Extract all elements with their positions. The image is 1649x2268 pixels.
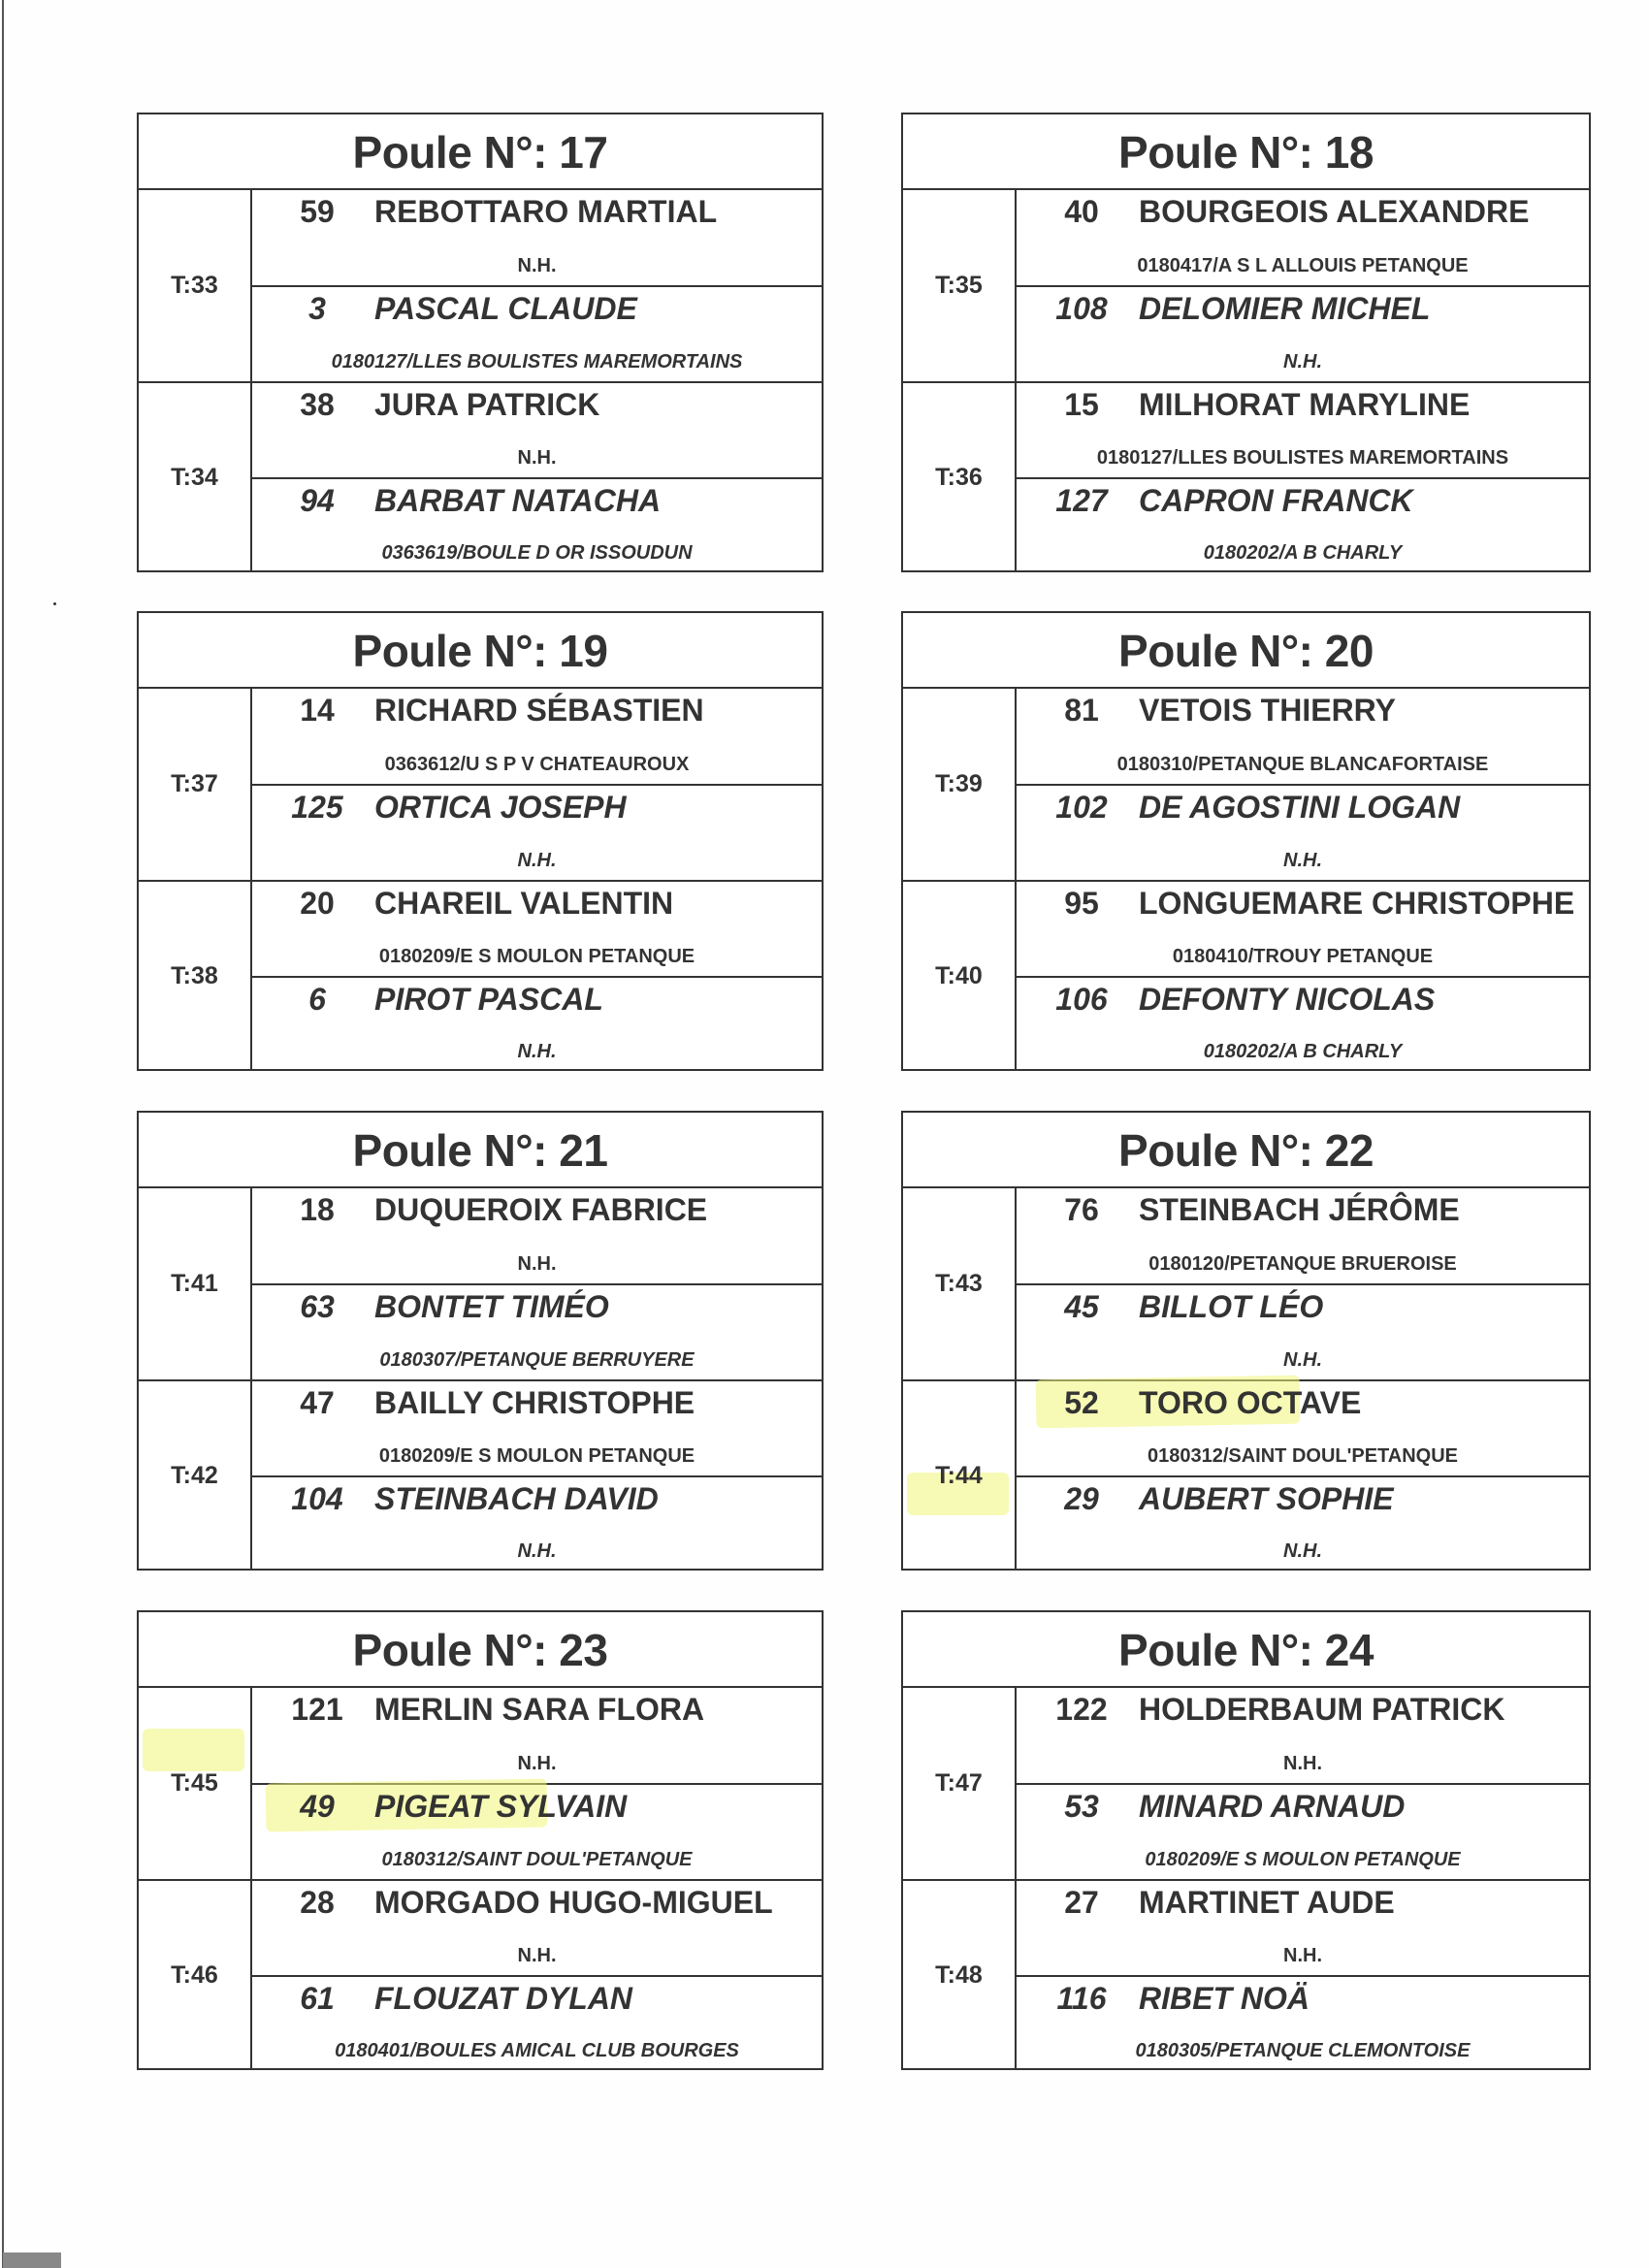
player-row [252, 1688, 822, 1783]
player-name: CAPRON FRANCK [1139, 482, 1413, 518]
table-label-text: T:36 [935, 464, 983, 491]
player-club: 0180401/BOULES AMICAL CLUB BOURGES [335, 2040, 739, 2061]
table-label [139, 882, 252, 1071]
players-list [1017, 1381, 1589, 1571]
player-number: 63 [300, 1288, 335, 1324]
player-name: DEFONTY NICOLAS [1139, 981, 1436, 1017]
player-name: BILLOT LÉO [1139, 1288, 1324, 1324]
player-name: BAILLY CHRISTOPHE [374, 1385, 695, 1420]
player-number: 14 [300, 693, 335, 728]
poule-card-22 [901, 1111, 1591, 1571]
player-number: 108 [1055, 290, 1108, 326]
players-list [1017, 689, 1589, 880]
player-club: N.H. [1283, 850, 1322, 871]
player-number: 106 [1055, 981, 1108, 1017]
player-name: PASCAL CLAUDE [374, 290, 637, 326]
scan-corner-mark [3, 2252, 61, 2268]
player-row [252, 1975, 822, 2071]
table-label [903, 190, 1017, 381]
player-row [252, 383, 822, 477]
poule-card-20 [901, 611, 1591, 1071]
player-number: 38 [300, 387, 335, 422]
player-number: 121 [291, 1692, 343, 1727]
table-label-text: T:42 [171, 1462, 218, 1489]
player-club: N.H. [1283, 1944, 1322, 1966]
player-club: N.H. [1283, 1540, 1322, 1562]
player-name: RIBET NOÄ [1139, 1980, 1310, 2016]
player-row [252, 689, 822, 784]
table-block [903, 1879, 1589, 2070]
table-label [903, 1881, 1017, 2070]
player-number: 45 [1064, 1288, 1099, 1324]
player-name: DUQUEROIX FABRICE [374, 1192, 708, 1227]
table-block [903, 689, 1589, 880]
players-list [1017, 1688, 1589, 1879]
table-label-text: T:45 [171, 1769, 218, 1797]
player-name: LONGUEMARE CHRISTOPHE [1139, 886, 1575, 921]
players-list [1017, 882, 1589, 1071]
player-name: DE AGOSTINI LOGAN [1139, 789, 1461, 825]
player-number: 116 [1056, 1980, 1107, 2016]
players-list [252, 1188, 822, 1379]
table-block [139, 381, 822, 572]
table-label [139, 383, 252, 572]
player-club: N.H. [1283, 1752, 1322, 1774]
player-club: 0180202/A B CHARLY [1203, 1041, 1403, 1062]
table-block [139, 1688, 822, 1879]
table-label [139, 190, 252, 381]
players-list [1017, 190, 1589, 381]
player-row [1017, 190, 1589, 285]
table-label-text: T:41 [171, 1270, 218, 1297]
player-row [1017, 383, 1589, 477]
table-block [139, 1879, 822, 2070]
player-club: N.H. [517, 254, 557, 276]
players-list [252, 383, 822, 572]
player-club: N.H. [517, 850, 557, 871]
table-label [903, 882, 1017, 1071]
player-number: 40 [1064, 194, 1099, 229]
players-list [1017, 1188, 1589, 1379]
player-number: 61 [300, 1980, 335, 2016]
table-label [139, 1381, 252, 1571]
table-label-text: T:39 [935, 770, 983, 797]
table-label [139, 689, 252, 880]
player-name: PIROT PASCAL [374, 981, 603, 1017]
player-row [252, 1188, 822, 1283]
table-label-text: T:35 [935, 272, 983, 299]
poule-card-24 [901, 1610, 1591, 2070]
player-row [252, 1475, 822, 1571]
player-name: MORGADO HUGO-MIGUEL [374, 1885, 773, 1920]
player-club: 0363612/U S P V CHATEAUROUX [384, 753, 690, 775]
table-block [903, 1188, 1589, 1379]
player-club: 0180202/A B CHARLY [1203, 542, 1403, 564]
player-club: 0180127/LLES BOULISTES MAREMORTAINS [1096, 446, 1509, 469]
player-number: 20 [300, 886, 335, 921]
player-number: 28 [300, 1885, 335, 1920]
poule-title: Poule N°: 23 [139, 1612, 822, 1688]
player-number: 6 [308, 981, 326, 1017]
player-row [252, 190, 822, 285]
table-block [139, 190, 822, 381]
player-number: 94 [300, 482, 335, 518]
player-name: JURA PATRICK [374, 387, 600, 422]
poule-title: Poule N°: 24 [903, 1612, 1589, 1688]
player-row [1017, 784, 1589, 881]
poule-card-18 [901, 113, 1591, 572]
player-row [1017, 1783, 1589, 1880]
table-label [903, 1381, 1017, 1571]
player-name: MERLIN SARA FLORA [374, 1692, 705, 1727]
players-list [252, 882, 822, 1071]
table-block [139, 1379, 822, 1571]
poule-title: Poule N°: 18 [903, 114, 1589, 190]
table-label [139, 1688, 252, 1879]
poule-title: Poule N°: 21 [139, 1113, 822, 1188]
player-row [1017, 882, 1589, 976]
table-label [903, 1188, 1017, 1379]
player-club: N.H. [517, 1944, 557, 1966]
player-club: N.H. [1283, 351, 1322, 373]
table-label-text: T:34 [171, 464, 218, 491]
player-row [252, 1783, 822, 1880]
player-row [1017, 1688, 1589, 1783]
player-name: AUBERT SOPHIE [1139, 1480, 1394, 1516]
table-label [903, 689, 1017, 880]
table-label-text: T:33 [171, 272, 218, 299]
player-row [252, 882, 822, 976]
player-row [1017, 1381, 1589, 1475]
table-block [139, 1188, 822, 1379]
player-number: 104 [291, 1480, 343, 1516]
player-name: PIGEAT SYLVAIN [374, 1788, 628, 1824]
player-name: VETOIS THIERRY [1139, 693, 1396, 728]
table-label-text: T:48 [935, 1961, 983, 1989]
player-club: N.H. [517, 446, 557, 469]
poule-card-17 [137, 113, 824, 572]
table-label [903, 1688, 1017, 1879]
player-club: N.H. [517, 1540, 557, 1562]
table-label-text: T:38 [171, 962, 218, 989]
player-club: 0180307/PETANQUE BERRUYERE [379, 1349, 695, 1371]
player-number: 122 [1055, 1692, 1108, 1727]
scan-speck [53, 602, 56, 605]
player-number: 29 [1064, 1480, 1099, 1516]
player-row [1017, 285, 1589, 382]
poule-card-19 [137, 611, 824, 1071]
player-club: 0180312/SAINT DOUL'PETANQUE [1147, 1444, 1459, 1467]
player-number: 59 [300, 194, 335, 229]
player-club: N.H. [1283, 1349, 1322, 1371]
player-name: DELOMIER MICHEL [1139, 290, 1431, 326]
player-name: STEINBACH JÉRÔME [1139, 1192, 1460, 1227]
players-list [252, 1688, 822, 1879]
player-club: 0180312/SAINT DOUL'PETANQUE [381, 1849, 693, 1870]
player-number: 95 [1064, 886, 1099, 921]
table-block [903, 880, 1589, 1071]
player-number: 3 [308, 290, 326, 326]
player-number: 76 [1064, 1192, 1099, 1227]
page-edge [2, 0, 4, 2268]
player-row [252, 1381, 822, 1475]
player-row [252, 477, 822, 573]
player-row [1017, 689, 1589, 784]
player-name: RICHARD SÉBASTIEN [374, 693, 704, 728]
table-label [139, 1881, 252, 2070]
poule-title: Poule N°: 20 [903, 613, 1589, 689]
player-club: 0180410/TROUY PETANQUE [1172, 945, 1434, 967]
table-block [139, 689, 822, 880]
player-number: 125 [291, 789, 343, 825]
player-club: 0180310/PETANQUE BLANCAFORTAISE [1116, 753, 1489, 775]
table-block [903, 1688, 1589, 1879]
player-club: 0180209/E S MOULON PETANQUE [378, 945, 695, 967]
table-label [139, 1188, 252, 1379]
players-list [1017, 383, 1589, 572]
player-row [252, 285, 822, 382]
player-name: ORTICA JOSEPH [374, 789, 627, 825]
player-name: TORO OCTAVE [1139, 1385, 1362, 1420]
player-name: BARBAT NATACHA [374, 482, 662, 518]
player-number: 18 [300, 1192, 335, 1227]
table-block [903, 1379, 1589, 1571]
table-block [139, 880, 822, 1071]
player-club: N.H. [517, 1041, 557, 1062]
player-number: 127 [1055, 482, 1108, 518]
player-club: 0180209/E S MOULON PETANQUE [1145, 1849, 1461, 1870]
player-name: FLOUZAT DYLAN [374, 1980, 633, 2016]
table-block [903, 381, 1589, 572]
player-row [252, 1881, 822, 1975]
player-name: REBOTTARO MARTIAL [374, 194, 718, 229]
player-row [1017, 1283, 1589, 1380]
table-label-text: T:40 [935, 962, 983, 989]
table-label-text: T:37 [171, 770, 218, 797]
player-club: 0180305/PETANQUE CLEMONTOISE [1135, 2040, 1471, 2061]
players-list [252, 689, 822, 880]
poule-title: Poule N°: 17 [139, 114, 822, 190]
player-club: 0180417/A S L ALLOUIS PETANQUE [1137, 254, 1469, 276]
player-name: CHAREIL VALENTIN [374, 886, 674, 921]
player-name: MINARD ARNAUD [1139, 1788, 1406, 1824]
player-club: 0180120/PETANQUE BRUEROISE [1148, 1252, 1457, 1275]
player-club: 0180209/E S MOULON PETANQUE [378, 1444, 695, 1467]
player-number: 53 [1064, 1788, 1099, 1824]
player-number: 81 [1064, 693, 1099, 728]
player-row [252, 976, 822, 1072]
table-block [903, 190, 1589, 381]
player-row [1017, 976, 1589, 1072]
player-number: 52 [1064, 1385, 1099, 1420]
highlight-mark [143, 1729, 244, 1771]
table-label-text: T:46 [171, 1961, 218, 1989]
poule-card-21 [137, 1111, 824, 1571]
player-name: MARTINET AUDE [1139, 1885, 1395, 1920]
poule-card-23 [137, 1610, 824, 2070]
poule-title: Poule N°: 19 [139, 613, 822, 689]
player-number: 49 [300, 1788, 335, 1824]
player-club: 0180127/LLES BOULISTES MAREMORTAINS [331, 351, 743, 373]
player-name: MILHORAT MARYLINE [1139, 387, 1471, 422]
player-name: BONTET TIMÉO [374, 1288, 609, 1324]
player-club: N.H. [517, 1252, 557, 1275]
players-list [252, 1381, 822, 1571]
player-name: BOURGEOIS ALEXANDRE [1139, 194, 1530, 229]
player-club: N.H. [517, 1752, 557, 1774]
player-number: 27 [1064, 1885, 1099, 1920]
player-name: HOLDERBAUM PATRICK [1139, 1692, 1505, 1727]
player-row [1017, 1881, 1589, 1975]
player-name: STEINBACH DAVID [374, 1480, 659, 1516]
player-club: 0363619/BOULE D OR ISSOUDUN [381, 542, 693, 564]
player-number: 15 [1064, 387, 1099, 422]
poule-title: Poule N°: 22 [903, 1113, 1589, 1188]
player-row [1017, 1188, 1589, 1283]
players-list [252, 190, 822, 381]
player-number: 102 [1055, 789, 1108, 825]
table-label-text: T:43 [935, 1270, 983, 1297]
player-row [1017, 1475, 1589, 1571]
player-row [252, 1283, 822, 1380]
players-list [252, 1881, 822, 2070]
table-label-text: T:44 [935, 1462, 983, 1489]
player-row [1017, 1975, 1589, 2071]
player-number: 47 [300, 1385, 335, 1420]
player-row [252, 784, 822, 881]
table-label [903, 383, 1017, 572]
player-row [1017, 477, 1589, 573]
table-label-text: T:47 [935, 1769, 983, 1797]
players-list [1017, 1881, 1589, 2070]
